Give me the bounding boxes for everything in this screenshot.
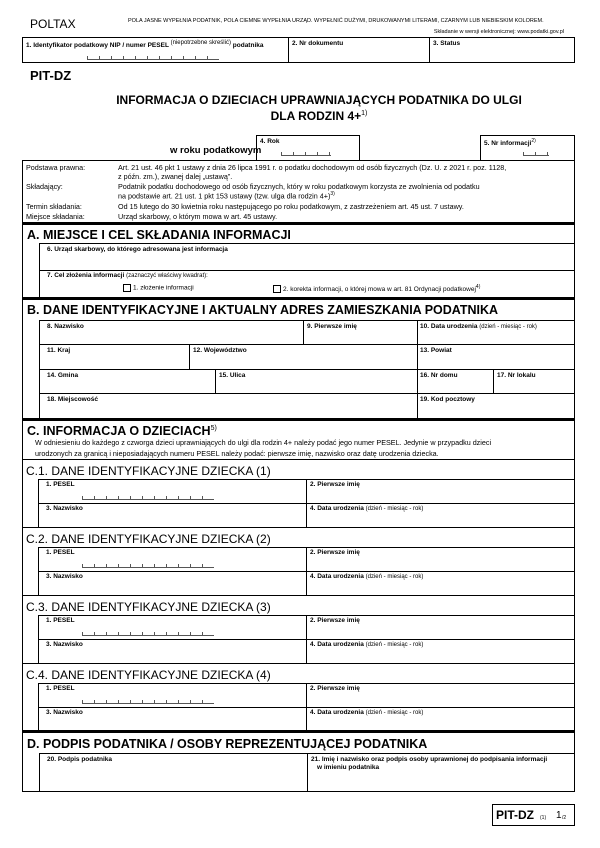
field-11-label: 11. Kraj <box>47 347 71 354</box>
child-pesel-char-boxes[interactable] <box>82 495 214 500</box>
checkbox-correction[interactable] <box>273 285 281 293</box>
field-2-document-number <box>288 37 429 63</box>
electronic-filing-note: Składanie w wersji elektronicznej: www.podatki.gov.pl <box>433 29 564 35</box>
footer-page-number: 1 <box>556 810 562 821</box>
child-first-name-label: 2. Pierwsze imię <box>310 549 360 556</box>
field-1-hint: (niepotrzebne skreślić) <box>170 40 231 46</box>
footer-page-total: /2 <box>562 815 567 821</box>
tax-year-caption: w roku podatkowym <box>170 145 262 156</box>
footer-form-id <box>492 804 575 826</box>
info-number-char-boxes <box>523 151 549 156</box>
legal-basis-key: Podstawa prawna: <box>26 163 86 172</box>
field-13-label: 13. Powiat <box>420 347 452 354</box>
child-birth-label: 4. Data urodzenia <box>310 641 364 648</box>
child-block-title: C.2. DANE IDENTYFIKACYJNE DZIECKA (2) <box>26 532 271 546</box>
field-2-label: 2. Nr dokumentu <box>292 40 344 47</box>
child-surname-label: 3. Nazwisko <box>46 641 83 648</box>
section-d <box>22 731 575 792</box>
child-birth-label: 4. Data urodzenia <box>310 505 364 512</box>
filer-footnote: 3) <box>330 191 335 197</box>
filer-key: Składający: <box>26 182 63 191</box>
section-b <box>22 298 575 419</box>
option-correction-footnote: 4) <box>475 284 481 290</box>
footer-form-code: PIT-DZ <box>496 808 534 822</box>
child-block-title: C.1. DANE IDENTYFIKACYJNE DZIECKA (1) <box>26 464 271 478</box>
field-5-label: 5. Nr informacji <box>484 140 532 148</box>
section-d-title: D. PODPIS PODATNIKA / OSOBY REPREZENTUJĄCEJ PODATNIKA <box>27 737 428 751</box>
field-6-label: 6. Urząd skarbowy, do którego adresowana jest informacja <box>47 246 228 253</box>
taxpayer-id-char-boxes <box>87 55 219 60</box>
form-title-line-2: DLA RODZIN 4+ <box>270 109 362 123</box>
option-submission[interactable] <box>123 284 194 292</box>
year-char-boxes <box>281 151 331 156</box>
child-birth-hint: (dzień - miesiąc - rok) <box>365 642 424 648</box>
legal-basis-block <box>22 160 575 223</box>
field-4-year[interactable] <box>256 135 360 161</box>
child-pesel-label: 1. PESEL <box>46 481 75 488</box>
child-surname-label: 3. Nazwisko <box>46 505 83 512</box>
field-12-label: 12. Województwo <box>193 347 247 354</box>
field-21-label-2: w imieniu podatnika <box>317 764 380 771</box>
child-block-title: C.4. DANE IDENTYFIKACYJNE DZIECKA (4) <box>26 668 271 682</box>
child-surname-label: 3. Nazwisko <box>46 709 83 716</box>
form-title-line-1: INFORMACJA O DZIECIACH UPRAWNIAJĄCYCH PODATNIKA DO ULGI <box>116 93 522 107</box>
field-1-label: 1. Identyfikator podatkowy NIP / numer PESEL <box>26 42 169 50</box>
section-b-title: B. DANE IDENTYFIKACYJNE I AKTUALNY ADRES ZAMIESZKANIA PODATNIKA <box>27 303 499 317</box>
child-birth-hint: (dzień - miesiąc - rok) <box>365 574 424 580</box>
option-correction-label: 2. korekta informacji, o której mowa w art. 81 Ordynacji podatkowej <box>283 286 476 294</box>
field-15-label: 15. Ulica <box>219 372 246 379</box>
child-birth-label: 4. Data urodzenia <box>310 709 364 716</box>
legal-basis-value-1: Art. 21 ust. 46 pkt 1 ustawy z dnia 26 lipca 1991 r. o podatku dochodowym od osób fizycznych (Dz. U. z 2021 r. poz. 1128, <box>118 163 507 172</box>
field-4-label: 4. Rok <box>260 138 280 145</box>
form-code: PIT-DZ <box>30 68 72 83</box>
filer-value-2: na podstawie art. 21 ust. 1 pkt 153 ustawy (tzw. ulga dla rodzin 4+) <box>118 191 331 201</box>
field-19-label: 19. Kod pocztowy <box>420 396 475 403</box>
field-3-status <box>429 37 575 63</box>
place-value: Urząd skarbowy, o którym mowa w art. 45 ustawy. <box>118 212 278 221</box>
footer-form-version: (1) <box>540 815 547 821</box>
deadline-value: Od 15 lutego do 30 kwietnia roku następującego po roku podatkowym, z zastrzeżeniem art. 45 ust. 7 ustawy. <box>118 202 464 211</box>
child-first-name-label: 2. Pierwsze imię <box>310 481 360 488</box>
section-c-footnote: 5) <box>210 424 217 432</box>
field-10-label: 10. Data urodzenia <box>420 323 478 330</box>
child-block <box>22 459 575 527</box>
section-a <box>22 223 575 298</box>
child-pesel-label: 1. PESEL <box>46 685 75 692</box>
child-pesel-label: 1. PESEL <box>46 549 75 556</box>
form-title-footnote: 1) <box>361 110 368 117</box>
field-8-label: 8. Nazwisko <box>47 323 84 330</box>
field-20-label: 20. Podpis podatnika <box>47 756 113 763</box>
form-brand: POLTAX <box>30 17 76 31</box>
child-block-title: C.3. DANE IDENTYFIKACYJNE DZIECKA (3) <box>26 600 271 614</box>
child-block <box>22 527 575 595</box>
child-first-name-label: 2. Pierwsze imię <box>310 617 360 624</box>
place-key: Miejsce składania: <box>26 212 85 221</box>
section-c-desc-2: urodzonych za granicą i nieposiadających numeru PESEL należy podać: pierwsze imię, nazwisko oraz datę urodzenia dziecka. <box>35 449 439 458</box>
field-21-label-1: 21. Imię i nazwisko oraz podpis osoby uprawnionej do podpisania informacji <box>311 756 548 763</box>
option-submission-label: 1. złożenie informacji <box>133 284 194 292</box>
legal-basis-value-2: z późn. zm.), zwanej dalej „ustawą”. <box>118 172 233 181</box>
child-birth-hint: (dzień - miesiąc - rok) <box>365 710 424 716</box>
option-correction[interactable] <box>273 284 480 293</box>
field-14-label: 14. Gmina <box>47 372 79 379</box>
child-birth-hint: (dzień - miesiąc - rok) <box>365 506 424 512</box>
field-5-footnote: 2) <box>531 138 536 144</box>
form-title <box>0 93 600 123</box>
child-block <box>22 595 575 663</box>
child-pesel-char-boxes[interactable] <box>82 699 214 704</box>
section-c-desc-1: W odniesieniu do każdego z czworga dzieci uprawniających do ulgi dla rodzin 4+ należy podać jego numer PESEL. Jedynie w przypadku dzieci <box>35 438 492 447</box>
child-pesel-label: 1. PESEL <box>46 617 75 624</box>
child-pesel-char-boxes[interactable] <box>82 631 214 636</box>
child-birth-label: 4. Data urodzenia <box>310 573 364 580</box>
field-18-label: 18. Miejscowość <box>47 396 98 403</box>
section-c-title: C. INFORMACJA O DZIECIACH <box>27 424 211 438</box>
section-a-title: A. MIEJSCE I CEL SKŁADANIA INFORMACJI <box>27 228 291 242</box>
field-17-label: 17. Nr lokalu <box>497 372 536 379</box>
checkbox-submission[interactable] <box>123 284 131 292</box>
child-block <box>22 663 575 731</box>
field-16-label: 16. Nr domu <box>420 372 458 379</box>
filer-value-1: Podatnik podatku dochodowego od osób fizycznych, który w roku podatkowym korzysta ze zwolnienia od podatku <box>118 182 480 191</box>
child-pesel-char-boxes[interactable] <box>82 563 214 568</box>
field-5-info-number[interactable] <box>480 135 575 161</box>
field-1-suffix: podatnika <box>232 42 264 50</box>
fill-instruction: POLA JASNE WYPEŁNIA PODATNIK, POLA CIEMNE WYPEŁNIA URZĄD. WYPEŁNIĆ DUŻYMI, DRUKOWANYMI LITERAMI, CZARNYM LUB NIEBIESKIM KOLOREM. <box>128 18 544 24</box>
field-9-label: 9. Pierwsze imię <box>307 323 357 330</box>
child-first-name-label: 2. Pierwsze imię <box>310 685 360 692</box>
field-7-hint: (zaznaczyć właściwy kwadrat): <box>126 273 208 279</box>
field-3-label: 3. Status <box>433 40 461 47</box>
field-10-hint: (dzień - miesiąc - rok) <box>479 324 537 330</box>
deadline-key: Termin składania: <box>26 202 82 211</box>
child-surname-label: 3. Nazwisko <box>46 573 83 580</box>
field-7-label: 7. Cel złożenia informacji <box>47 272 125 279</box>
field-1-taxpayer-id[interactable] <box>22 37 288 63</box>
